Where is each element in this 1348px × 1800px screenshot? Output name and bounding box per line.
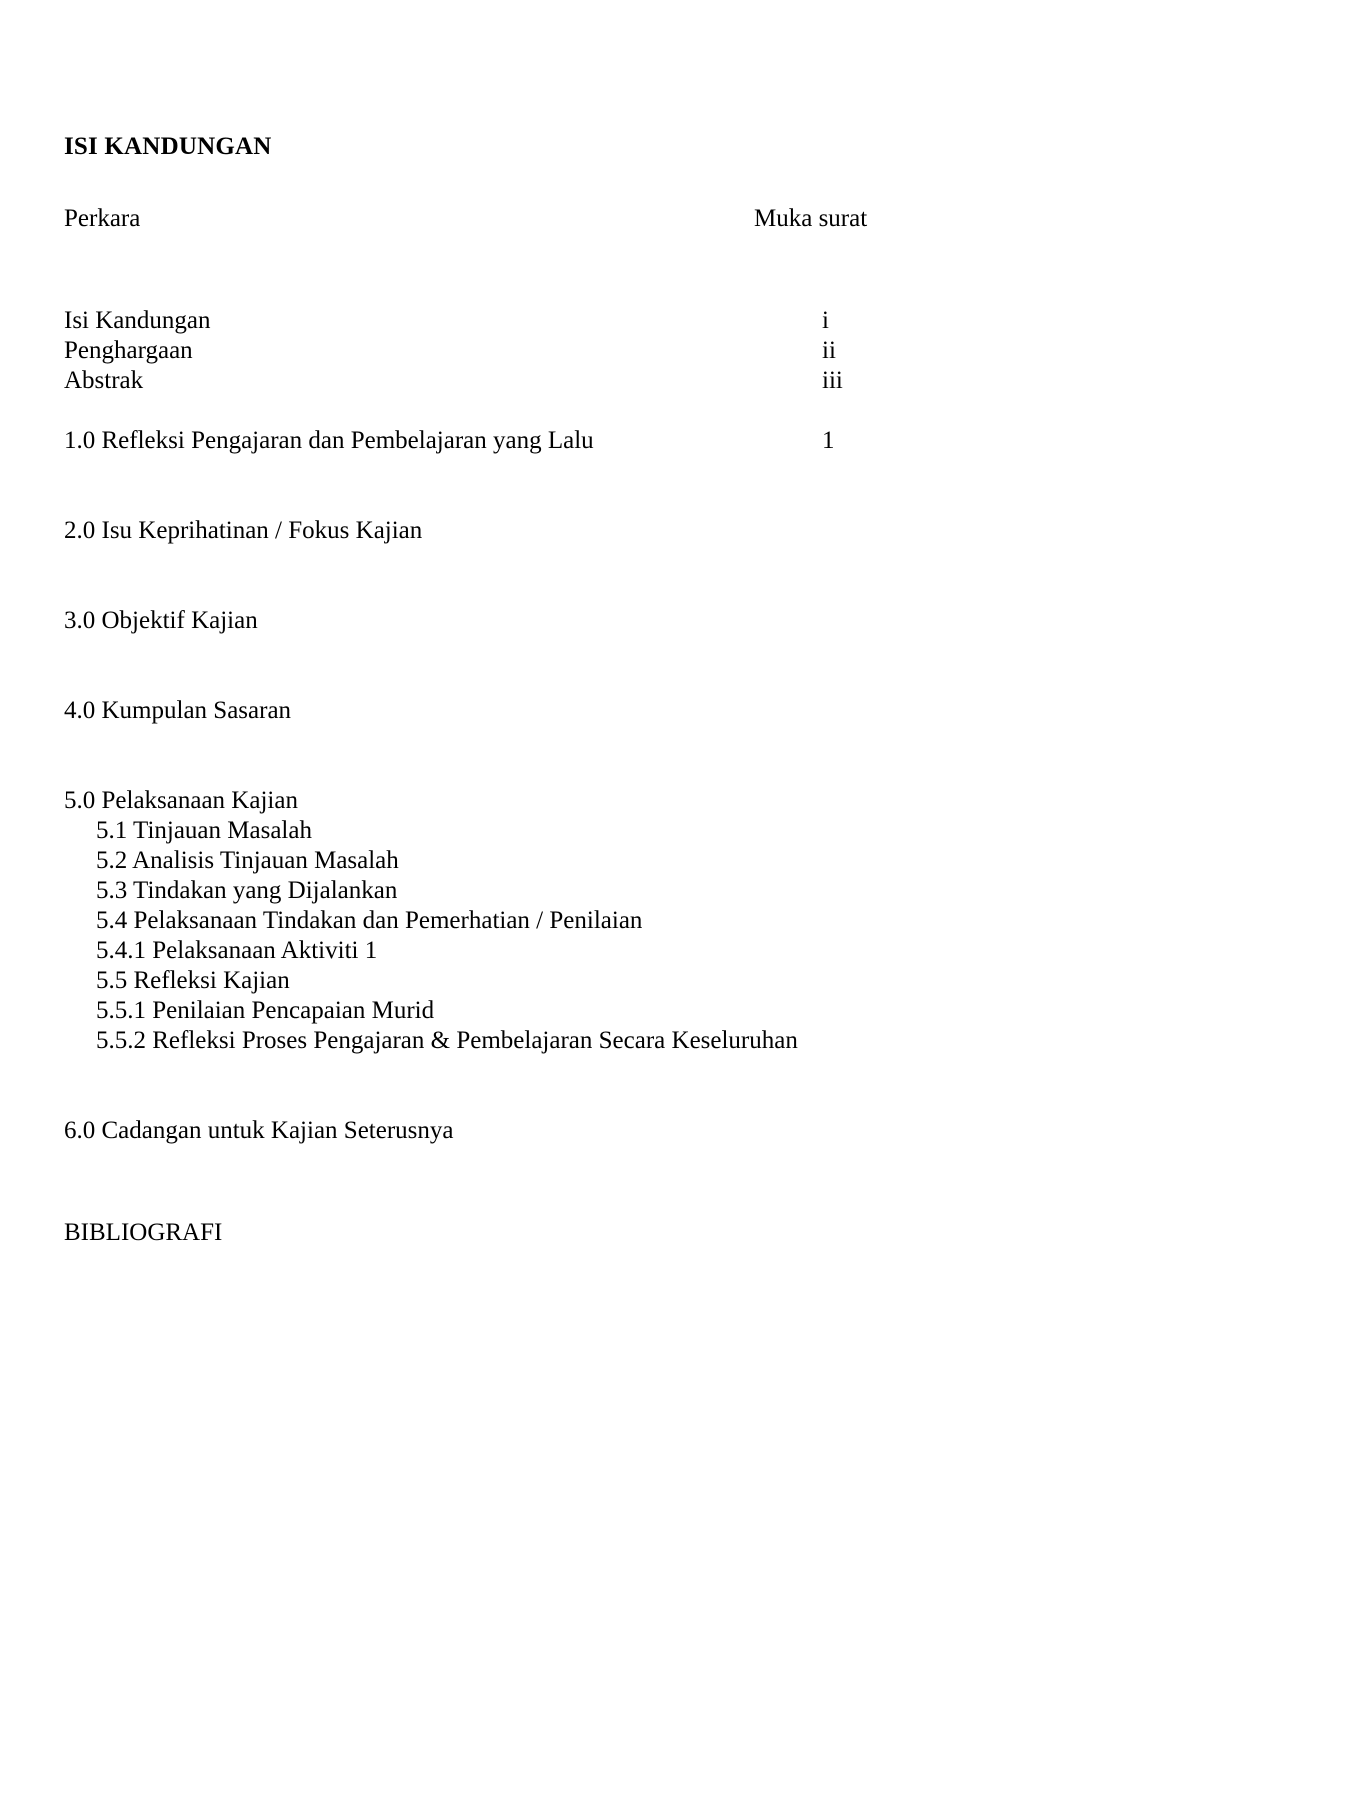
toc-bibliography-entry: BIBLIOGRAFI [64,1219,223,1246]
spacer [64,396,1114,426]
toc-section-label: 1.0 Refleksi Pengajaran dan Pembelajaran yang Lalu [64,427,594,454]
toc-subsection-item: 5.2 Analisis Tinjauan Masalah [96,847,399,874]
toc-section-label: 5.0 Pelaksanaan Kajian [64,787,298,814]
column-header-page: Muka surat [754,205,868,232]
spacer [64,456,1114,486]
toc-subsection-item: 5.5 Refleksi Kajian [96,967,290,994]
spacer [64,486,1114,516]
spacer [64,162,1114,204]
page-title: ISI KANDUNGAN [64,133,272,160]
toc-subsection-item: 5.1 Tinjauan Masalah [96,817,312,844]
toc-section-label: 2.0 Isu Keprihatinan / Fokus Kajian [64,517,423,544]
toc-subsection-item: 5.5.2 Refleksi Proses Pengajaran & Pembelajaran Secara Keseluruhan [96,1027,798,1054]
toc-entry-label: Isi Kandungan [64,307,211,334]
toc-section-2 [64,516,1114,546]
toc-subsection-item: 5.3 Tindakan yang Dijalankan [96,877,398,904]
spacer [64,276,1114,306]
toc-column-headers [64,204,1114,234]
toc-section-3 [64,606,1114,636]
spacer [64,726,1114,756]
toc-entry-page: ii [822,337,836,364]
spacer [64,1188,1114,1218]
toc-section-label: 6.0 Cadangan untuk Kajian Seterusnya [64,1117,454,1144]
spacer [64,636,1114,666]
toc-section-page: 1 [822,427,835,454]
front-matter-list [64,306,1114,396]
spacer [64,576,1114,606]
toc-content [64,132,1114,1248]
toc-subsection-list [64,816,1114,1056]
spacer [64,756,1114,786]
toc-subsection-item: 5.4.1 Pelaksanaan Aktiviti 1 [96,937,378,964]
spacer [64,234,1114,276]
toc-section-label: 3.0 Objektif Kajian [64,607,258,634]
spacer [64,666,1114,696]
toc-entry [64,366,1114,396]
toc-section-1 [64,426,1114,456]
column-header-item: Perkara [64,205,141,232]
toc-section-4 [64,696,1114,726]
spacer [64,1056,1114,1086]
toc-section-5 [64,786,1114,816]
toc-entry [64,306,1114,336]
toc-section-6 [64,1116,1114,1146]
toc-subsection-item: 5.5.1 Penilaian Pencapaian Murid [96,997,435,1024]
toc-entry-label: Penghargaan [64,337,193,364]
toc-subsection-item: 5.4 Pelaksanaan Tindakan dan Pemerhatian / Penilaian [96,907,643,934]
toc-entry-page: i [822,307,829,334]
toc-entry-label: Abstrak [64,367,144,394]
spacer [64,1086,1114,1116]
spacer [64,1146,1114,1188]
toc-entry-page: iii [822,367,843,394]
toc-entry [64,336,1114,366]
toc-section-label: 4.0 Kumpulan Sasaran [64,697,292,724]
spacer [64,546,1114,576]
